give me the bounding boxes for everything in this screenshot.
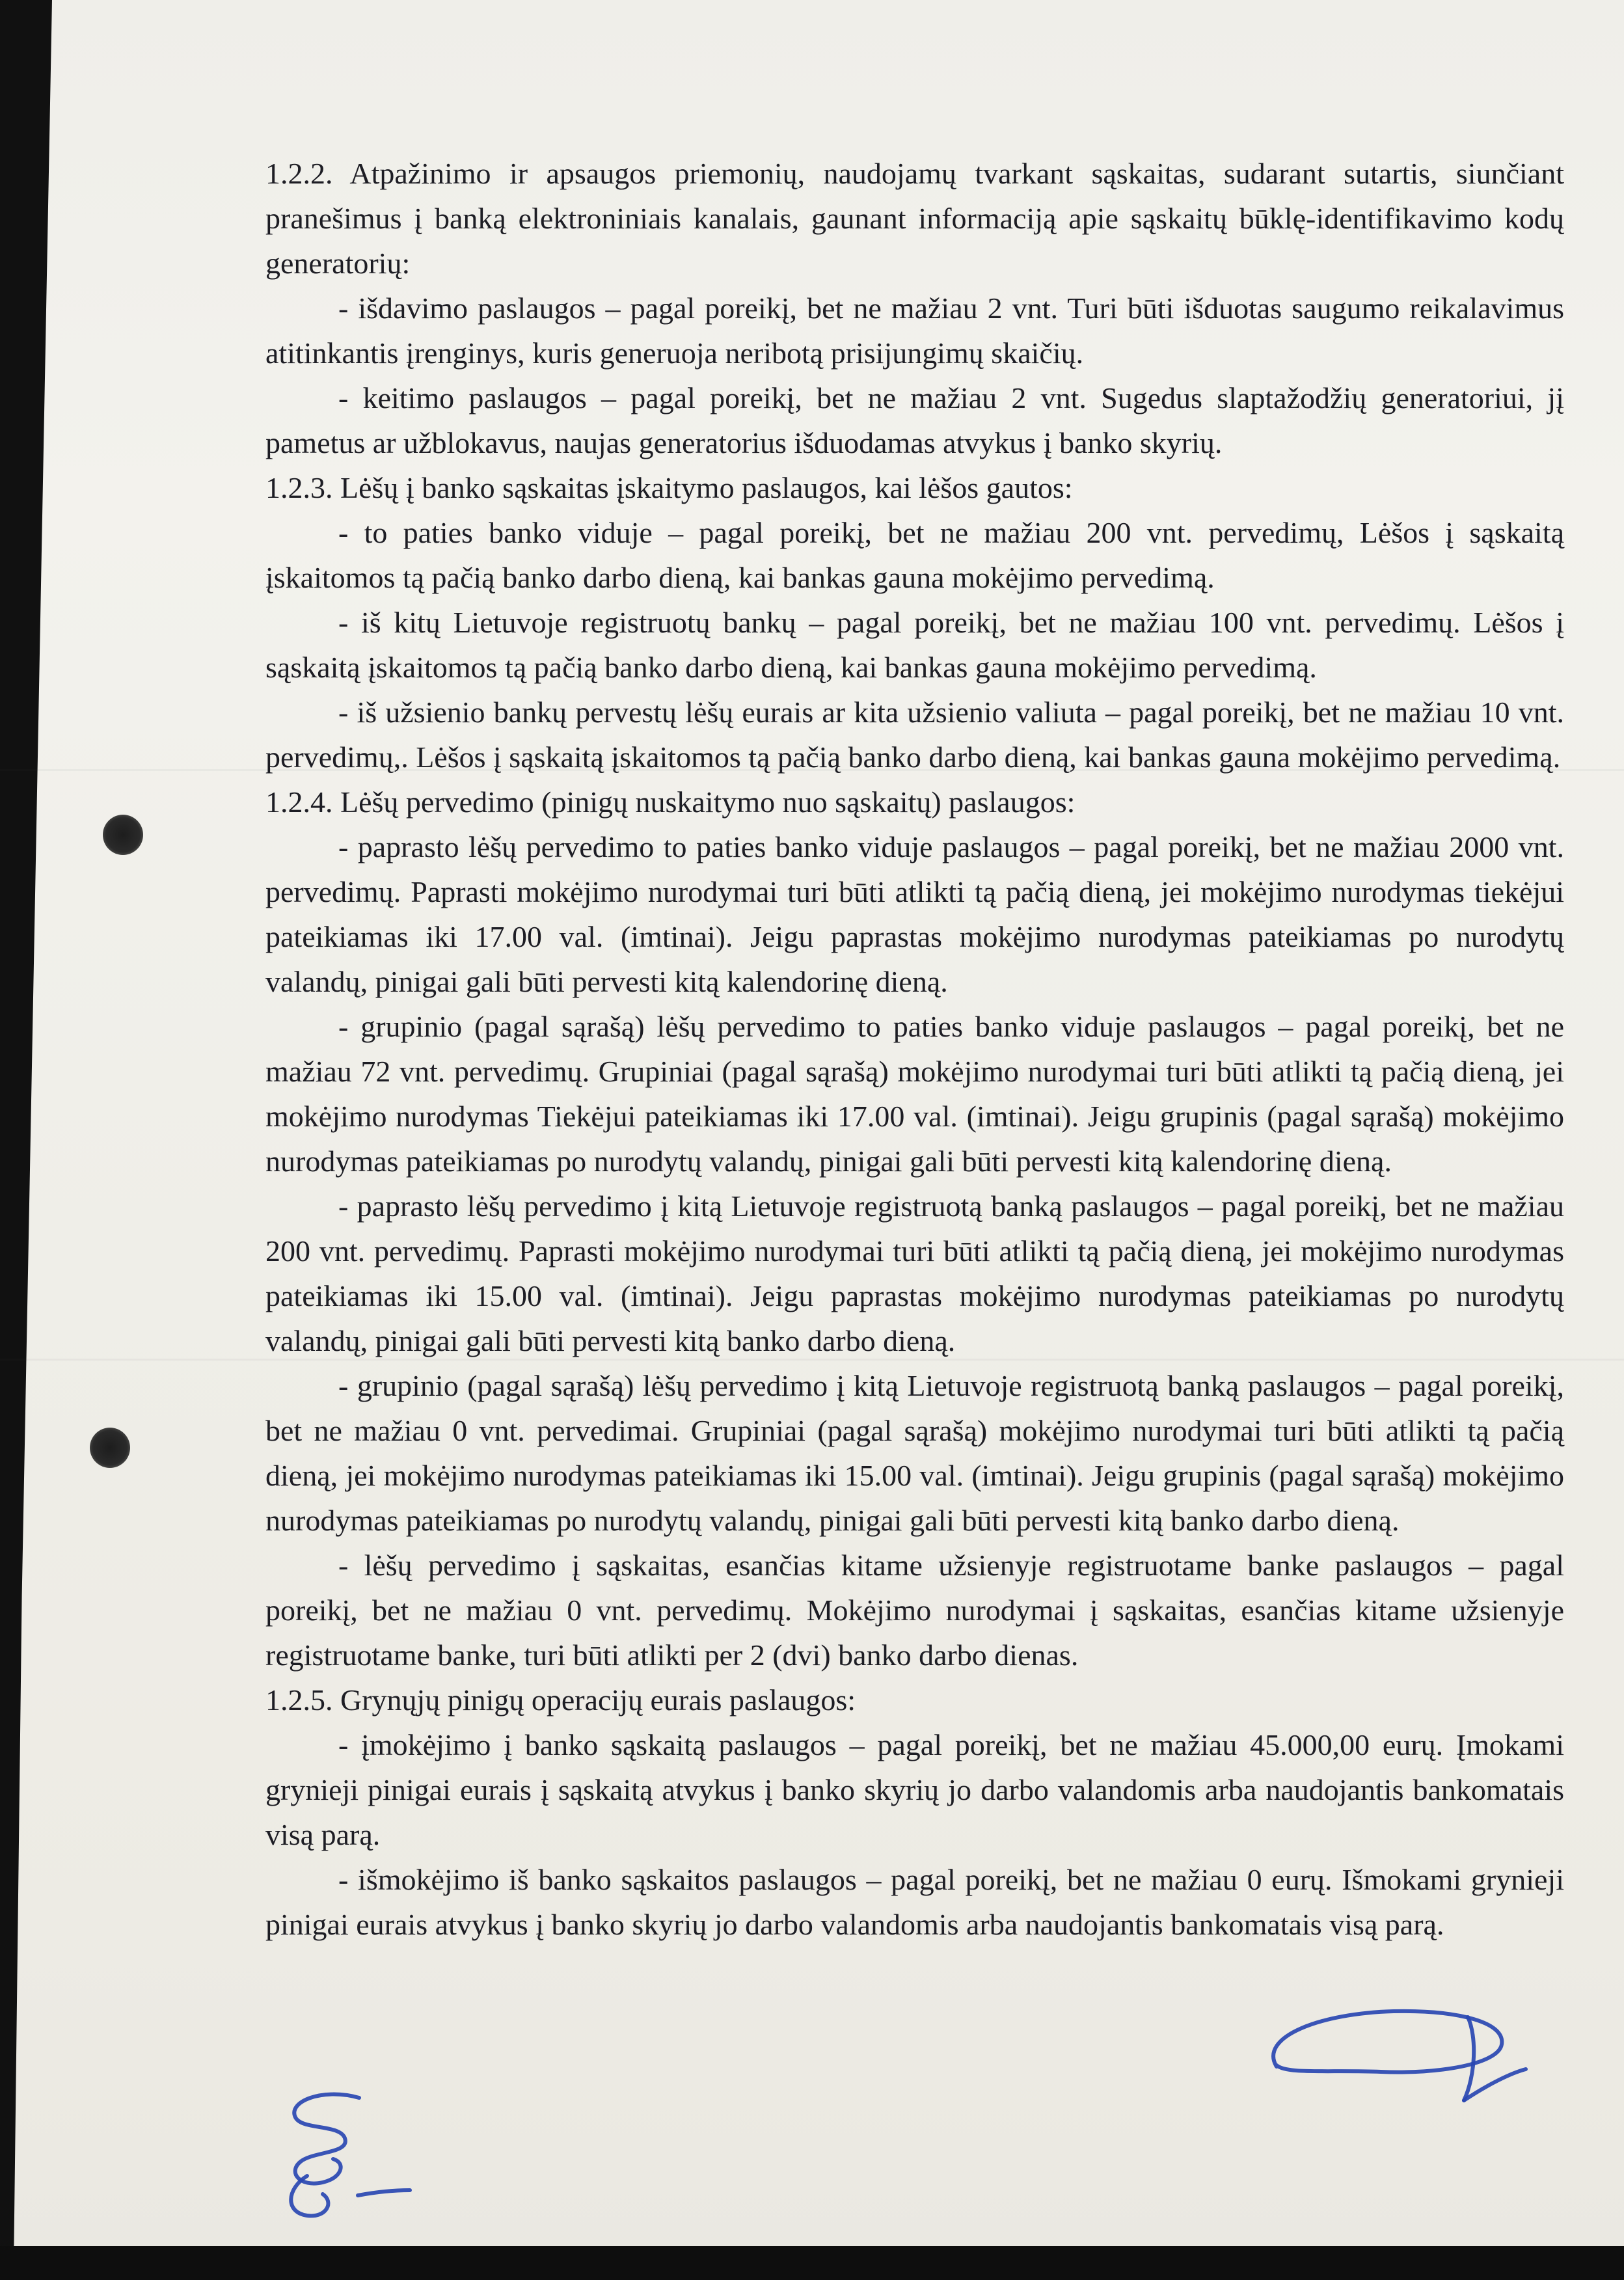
paragraph: - įmokėjimo į banko sąskaitą paslaugos – pagal poreikį, bet ne mažiau 45.000,00 eurų. Įmokami grynieji pinigai eurais į sąskaitą atvykus į banko skyrių jo darbo valandomis arba naudojantis bankomatais visą parą. <box>265 1728 1564 1851</box>
paragraph: - paprasto lėšų pervedimo to paties banko viduje paslaugos – pagal poreikį, bet ne mažiau 2000 vnt. pervedimų. Paprasti mokėjimo nurodymai turi būti atlikti tą pačią dieną, jei mokėjimo nurodymas tiekėjui pateikiamas iki 17.00 val. (imtinai). Jeigu paprastas mokėjimo nurodymas pateikiamas po nurodytų valandų, pinigai gali būti pervesti kitą kalendorinę dieną. <box>265 830 1564 998</box>
paragraph: - iš kitų Lietuvoje registruotų bankų – pagal poreikį, bet ne mažiau 100 vnt. pervedimų. Lėšos į sąskaitą įskaitomos tą pačią banko darbo dieną, kai bankas gauna mokėjimo pervedimą. <box>265 606 1564 684</box>
paragraph: - iš užsienio bankų pervestų lėšų eurais ar kita užsienio valiuta – pagal poreikį, bet ne mažiau 10 vnt. pervedimų,. Lėšos į sąskaitą įskaitomos tą pačią banko darbo dieną, kai bankas gauna mokėjimo pervedimą. <box>265 696 1564 774</box>
scanner-edge-bottom <box>0 2246 1624 2280</box>
paragraph: - to paties banko viduje – pagal poreikį, bet ne mažiau 200 vnt. pervedimų, Lėšos į sąskaitą įskaitomos tą pačią banko darbo dieną, kai bankas gauna mokėjimo pervedimą. <box>265 516 1564 594</box>
hole-punch <box>90 1428 130 1468</box>
handwritten-signature-right <box>1230 1996 1536 2120</box>
paragraph: 1.2.2. Atpažinimo ir apsaugos priemonių, naudojamų tvarkant sąskaitas, sudarant sutartis, siunčiant pranešimus į banką elektroniniais kanalais, gaunant informaciją apie sąskaitų būklę-identifikavimo kodų generatorių: <box>265 157 1564 280</box>
paragraph: - grupinio (pagal sąrašą) lėšų pervedimo to paties banko viduje paslaugos – pagal poreikį, bet ne mažiau 72 vnt. pervedimų. Grupiniai (pagal sąrašą) mokėjimo nurodymai turi būti atlikti tą pačią dieną, jei mokėjimo nurodymas Tiekėjui pateikiamas iki 17.00 val. (imtinai). Jeigu grupinis (pagal sąrašą) mokėjimo nurodymas pateikiamas po nurodytų valandų, pinigai gali būti pervesti kitą kalendorinę dieną. <box>265 1010 1564 1178</box>
scanner-edge-left <box>0 0 52 2280</box>
paragraph: 1.2.4. Lėšų pervedimo (pinigų nuskaitymo nuo sąskaitų) paslaugos: <box>265 785 1076 819</box>
paragraph: 1.2.5. Grynųjų pinigų operacijų eurais paslaugos: <box>265 1683 856 1717</box>
handwritten-signature-left <box>260 2077 423 2240</box>
paragraph: - keitimo paslaugos – pagal poreikį, bet ne mažiau 2 vnt. Sugedus slaptažodžių generatoriui, jį pametus ar užblokavus, naujas generatorius išduodamas atvykus į banko skyrių. <box>265 381 1564 459</box>
hole-punch <box>103 815 143 855</box>
paragraph: - išmokėjimo iš banko sąskaitos paslaugos – pagal poreikį, bet ne mažiau 0 eurų. Išmokami grynieji pinigai eurais atvykus į banko skyrių jo darbo valandomis arba naudojantis bankomatais visą parą. <box>265 1863 1564 1941</box>
paragraph: - grupinio (pagal sąrašą) lėšų pervedimo į kitą Lietuvoje registruotą banką paslaugos – pagal poreikį, bet ne mažiau 0 vnt. pervedimai. Grupiniai (pagal sąrašą) mokėjimo nurodymai turi būti atlikti tą pačią dieną, jei mokėjimo nurodymas pateikiamas iki 15.00 val. (imtinai). Jeigu grupinis (pagal sąrašą) mokėjimo nurodymas pateikiamas po nurodytų valandų, pinigai gali būti pervesti kitą banko darbo dieną. <box>265 1369 1564 1537</box>
paragraph: 1.2.3. Lėšų į banko sąskaitas įskaitymo paslaugos, kai lėšos gautos: <box>265 471 1073 504</box>
paragraph: - išdavimo paslaugos – pagal poreikį, bet ne mažiau 2 vnt. Turi būti išduotas saugumo reikalavimus atitinkantis įrenginys, kuris generuoja neribotą prisijungimų skaičių. <box>265 292 1564 370</box>
paragraph: - lėšų pervedimo į sąskaitas, esančias kitame užsienyje registruotame banke paslaugos – pagal poreikį, bet ne mažiau 0 vnt. pervedimų. Mokėjimo nurodymai į sąskaitas, esančias kitame užsienyje registruotame banke, turi būti atlikti per 2 (dvi) banko darbo dienas. <box>265 1549 1564 1672</box>
paragraph: - paprasto lėšų pervedimo į kitą Lietuvoje registruotą banką paslaugos – pagal poreikį, bet ne mažiau 200 vnt. pervedimų. Paprasti mokėjimo nurodymai turi būti atlikti tą pačią dieną, jei mokėjimo nurodymas pateikiamas iki 15.00 val. (imtinai). Jeigu paprastas mokėjimo nurodymas pateikiamas po nurodytų valandų, pinigai gali būti pervesti kitą banko darbo dieną. <box>265 1189 1564 1357</box>
contract-body-text <box>265 151 1564 1947</box>
